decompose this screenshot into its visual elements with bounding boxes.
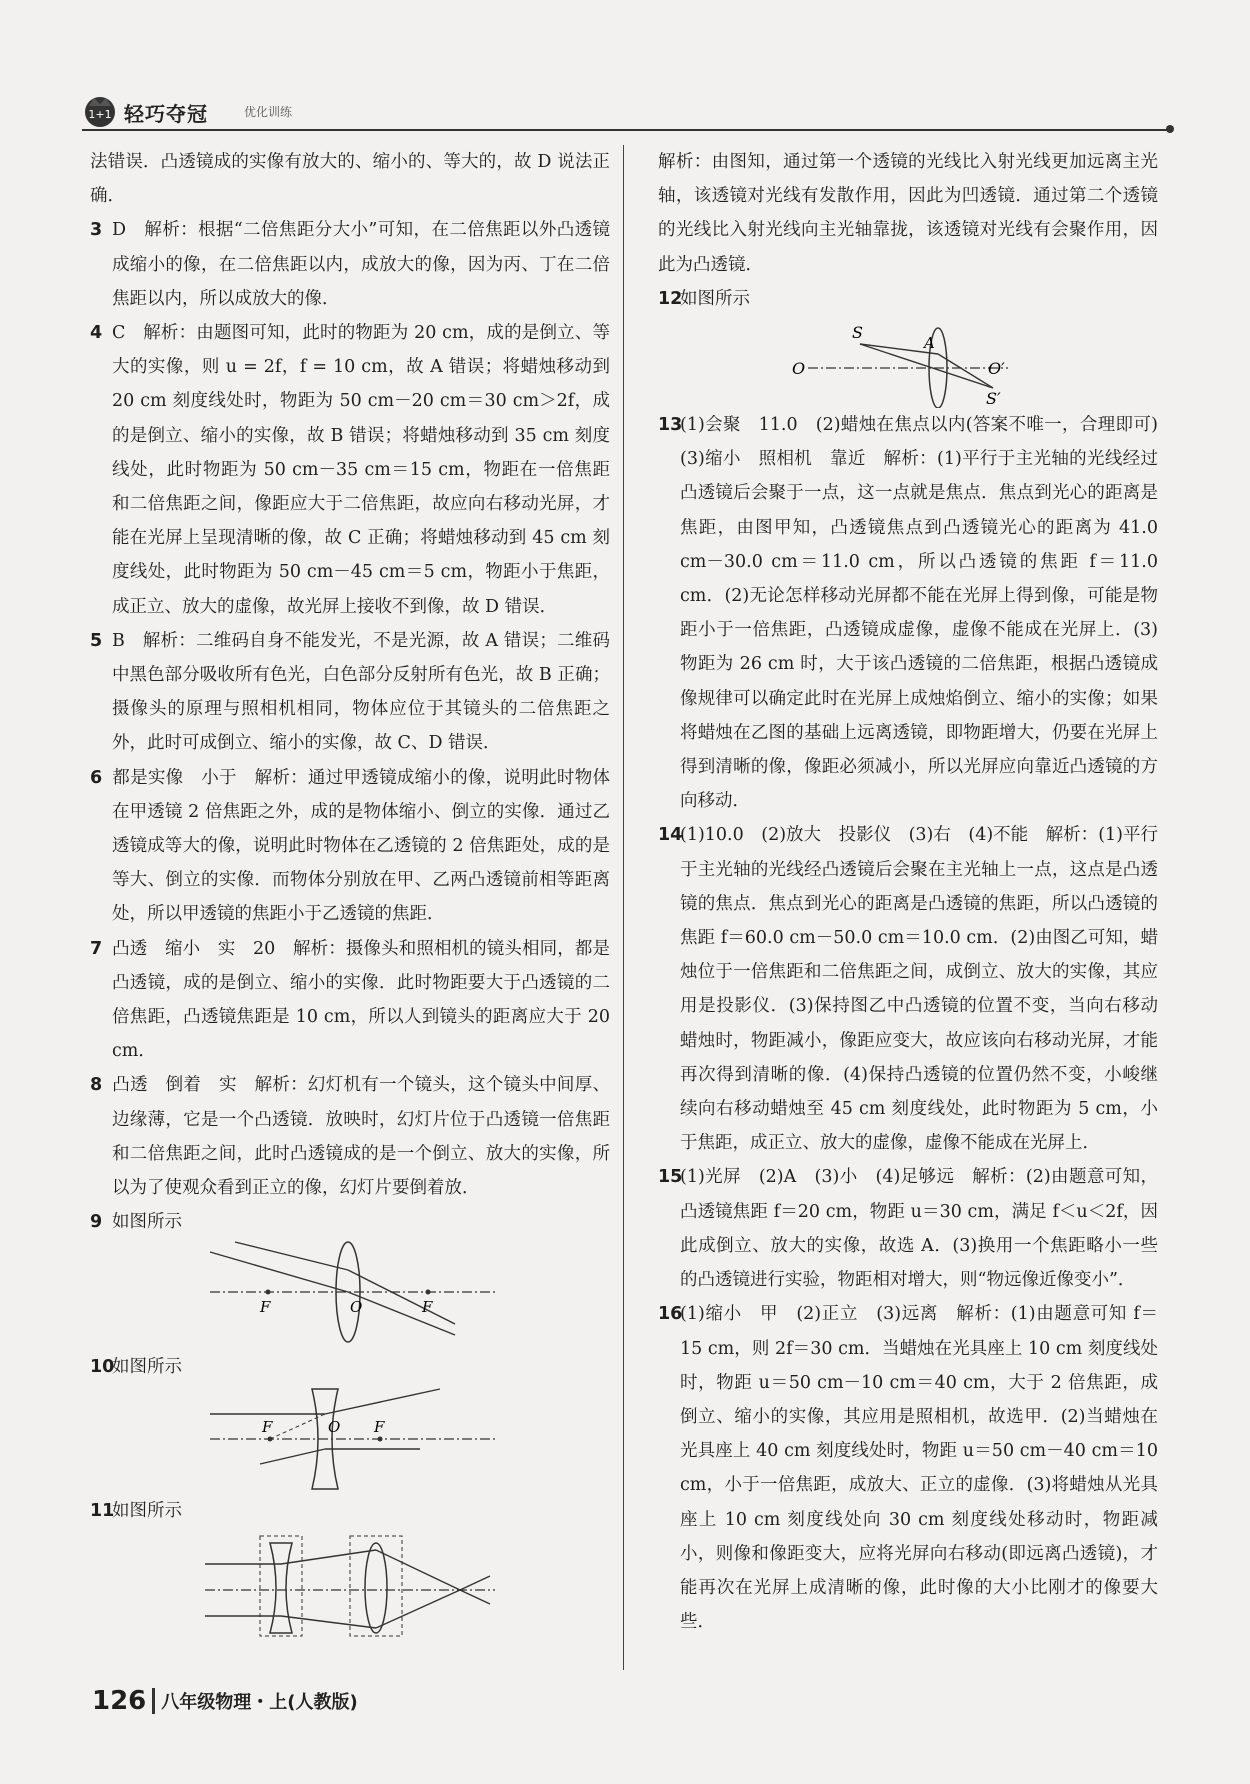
answer-text: 如图所示 (680, 288, 750, 309)
answer-7 (90, 932, 610, 1069)
answer-4 (90, 316, 610, 624)
header-rule (82, 129, 1170, 131)
answer-3 (90, 213, 610, 316)
answer-number: 5 (90, 630, 103, 651)
answer-number: 6 (90, 767, 103, 788)
label-O: O (792, 359, 806, 379)
figure-12-lens-ray (778, 316, 1038, 408)
crown-logo-icon (82, 92, 118, 128)
answer-text: 如图所示 (112, 1500, 182, 1521)
answer-text: 凸透 缩小 实 20 解析：摄像头和照相机的镜头相同，都是凸透镜，成的是倒立、缩小的实像．此时物距要大于凸透镜的二倍焦距，凸透镜焦距是 10 cm，所以人到镜头的距离应大于 20 cm． (112, 938, 610, 1062)
label-O-prime: O′ (988, 359, 1005, 379)
answer-number: 12 (658, 288, 683, 309)
right-continued-text: 解析：由图知，通过第一个透镜的光线比入射光线更加远离主光轴，该透镜对光线有发散作用，因此为凹透镜．通过第二个透镜的光线比入射光线向主光轴靠拢，该透镜对光线有会聚作用，因此为凸透镜． (658, 152, 1158, 275)
answer-number: 10 (90, 1356, 115, 1377)
answer-number: 7 (90, 938, 103, 959)
answer-text: (1)光屏 (2)A (3)小 (4)足够远 解析：(2)由题意可知，凸透镜焦距 f＝20 cm，物距 u＝30 cm，满足 f＜u＜2f，因此成倒立、放大的实像，故选 A．(3)换用一个焦距略小一些的凸透镜进行实验，物距相对增大，则“物远像近像变小”． (680, 1167, 1158, 1291)
column-divider (623, 145, 624, 1670)
answer-8 (90, 1068, 610, 1205)
answer-number: 4 (90, 323, 103, 344)
header-rule-dot (1166, 125, 1174, 133)
answer-number: 15 (658, 1167, 683, 1188)
answer-number: 8 (90, 1075, 103, 1096)
label-O: O (328, 1417, 341, 1436)
answer-15 (658, 1160, 1158, 1297)
label-F: F (260, 1297, 271, 1316)
answer-text: 如图所示 (112, 1212, 182, 1233)
figure-10-concave-lens (200, 1384, 500, 1494)
answer-text: 都是实像 小于 解析：通过甲透镜成缩小的像，说明此时物体在甲透镜 2 倍焦距之外，成的是物体缩小、倒立的实像．通过乙透镜成等大的像，说明此时物体在乙透镜的 2 倍焦距处，成的是等大、倒立的实像．而物体分别放在甲、乙两凸透镜前相等距离处，所以甲透镜的焦距小于乙透镜的焦距． (112, 767, 610, 925)
answer-text: B 解析：二维码自身不能发光，不是光源，故 A 错误；二维码中黑色部分吸收所有色光，白色部分反射所有色光，故 B 正确；摄像头的原理与照相机相同，物体应位于其镜头的二倍焦距之外，此时可成倒立、缩小的实像，故 C、D 错误． (112, 630, 610, 754)
label-O: O (350, 1297, 363, 1316)
answer-text: (1)10.0 (2)放大 投影仪 (3)右 (4)不能 解析：(1)平行于主光轴的光线经凸透镜后会聚在主光轴上一点，这点是凸透镜的焦点．焦点到光心的距离是凸透镜的焦距，所以凸透镜的焦距 f＝60.0 cm－50.0 cm＝10.0 cm．(2)由图乙可知，蜡烛位于一倍焦距和二倍焦距之间，成倒立、放大的实像，其应用是投影仪．(3)保持图乙中凸透镜的位置不变，当向右移动蜡烛时，物距减小，像距应变大，故应该向右移动光屏，才能再次得到清晰的像．(4)保持凸透镜的位置仍然不变，小峻继续向右移动蜡烛至 45 cm 刻度线处，此时物距为 5 cm，小于焦距，成正立、放大的虚像，虚像不能成在光屏上． (680, 825, 1158, 1154)
page-number: 126 (92, 1686, 147, 1716)
figure-11-two-lenses (200, 1528, 500, 1638)
answer-text: 如图所示 (112, 1356, 182, 1377)
label-F: F (374, 1417, 385, 1436)
answer-13 (658, 408, 1176, 818)
left-column (90, 145, 610, 1638)
answer-5 (90, 624, 610, 761)
answer-9 (90, 1205, 610, 1239)
svg-text:1+1: 1+1 (88, 108, 112, 121)
answer-number: 3 (90, 220, 103, 241)
answer-text: D 解析：根据“二倍焦距分大小”可知，在二倍焦距以外凸透镜成缩小的像，在二倍焦距以内，成放大的像，因为丙、丁在二倍焦距以内，所以成放大的像． (112, 220, 610, 309)
label-S: S (852, 323, 863, 343)
answer-12 (658, 282, 1158, 316)
brand-title: 轻巧夺冠 (124, 102, 208, 126)
answer-number: 9 (90, 1212, 103, 1233)
brand-subtitle: 优化训练 (244, 105, 293, 119)
right-column (658, 145, 1176, 1639)
label-S-prime: S′ (986, 389, 1001, 409)
footer-separator (152, 1688, 155, 1714)
header (82, 92, 1167, 132)
answer-number: 13 (658, 415, 683, 436)
answer-text: (1)会聚 11.0 (2)蜡烛在焦点以内(答案不唯一，合理即可) (3)缩小 照相机 靠近 解析：(1)平行于主光轴的光线经过凸透镜后会聚于一点，这一点就是焦点．焦点到光心的距离是焦距，由图甲知，凸透镜焦点到凸透镜光心的距离为 41.0 cm－30.0 cm＝11.0 cm，所以凸透镜的焦距 f＝11.0 cm．(2)无论怎样移动光屏都不能在光屏上得到像，可能是物距小于一倍焦距，凸透镜成虚像，虚像不能成在光屏上．(3)物距为 26 cm 时，大于该凸透镜的二倍焦距，根据凸透镜成像规律可以确定此时在光屏上成烛焰倒立、缩小的实像；如果将蜡烛在乙图的基础上远离透镜，即物距增大，仍要在光屏上得到清晰的像，像距必须减小，所以光屏应向靠近凸透镜的方向移动． (680, 415, 1176, 812)
answer-14 (658, 818, 1158, 1160)
answer-text: (1)缩小 甲 (2)正立 (3)远离 解析：(1)由题意可知 f＝15 cm，则 2f＝30 cm．当蜡烛在光具座上 10 cm 刻度线处时，物距 u＝50 cm－10 cm＝40 cm，大于 2 倍焦距，成倒立、缩小的实像，其应用是照相机，故选甲．(2)当蜡烛在光具座上 40 cm 刻度线处时，物距 u＝50 cm－40 cm＝10 cm，小于一倍焦距，成放大、正立的虚像．(3)将蜡烛从光具座上 10 cm 刻度线处向 30 cm 刻度线处移动时，物距减小，则像和像距变大，应将光屏向右移动(即远离凸透镜)，才能再次在光屏上成清晰的像，此时像的大小比刚才的像要大些． (680, 1304, 1158, 1633)
label-F: F (262, 1417, 273, 1436)
answer-text: C 解析：由题图可知，此时的物距为 20 cm，成的是倒立、等大的实像，则 u = 2f，f = 10 cm，故 A 错误；将蜡烛移动到 20 cm 刻度线处时，物距为 50 cm－20 cm＝30 cm＞2f，成的是倒立、缩小的实像，故 B 错误；将蜡烛移动到 35 cm 刻度线处，此时物距为 50 cm－35 cm＝15 cm，物距在一倍焦距和二倍焦距之间，像距应大于二倍焦距，故应向右移动光屏，才能在光屏上呈现清晰的像，故 C 正确；将蜡烛移动到 45 cm 刻度线处，此时物距为 50 cm－45 cm＝5 cm，物距小于焦距，成正立、放大的虚像，故光屏上接收不到像，故 D 错误． (112, 323, 610, 617)
answer-6 (90, 761, 610, 932)
answer-10 (90, 1350, 610, 1384)
footer (92, 1686, 358, 1726)
answer-11 (90, 1494, 610, 1528)
answer-number: 16 (658, 1304, 683, 1325)
answer-number: 14 (658, 825, 683, 846)
answer-number: 11 (90, 1500, 115, 1521)
answer-text: 凸透 倒着 实 解析：幻灯机有一个镜头，这个镜头中间厚、边缘薄，它是一个凸透镜．放映时，幻灯片位于凸透镜一倍焦距和二倍焦距之间，此时凸透镜成的是一个倒立、放大的实像，所以为了使观众看到正立的像，幻灯片要倒着放． (112, 1075, 610, 1199)
figure-9-convex-lens (200, 1240, 500, 1350)
answer-16 (658, 1297, 1158, 1639)
label-A: A (924, 334, 935, 353)
book-title: 八年级物理・上(人教版) (161, 1692, 358, 1713)
label-F: F (422, 1297, 433, 1316)
left-continued-text: 法错误．凸透镜成的实像有放大的、缩小的、等大的，故 D 说法正确． (90, 152, 610, 207)
